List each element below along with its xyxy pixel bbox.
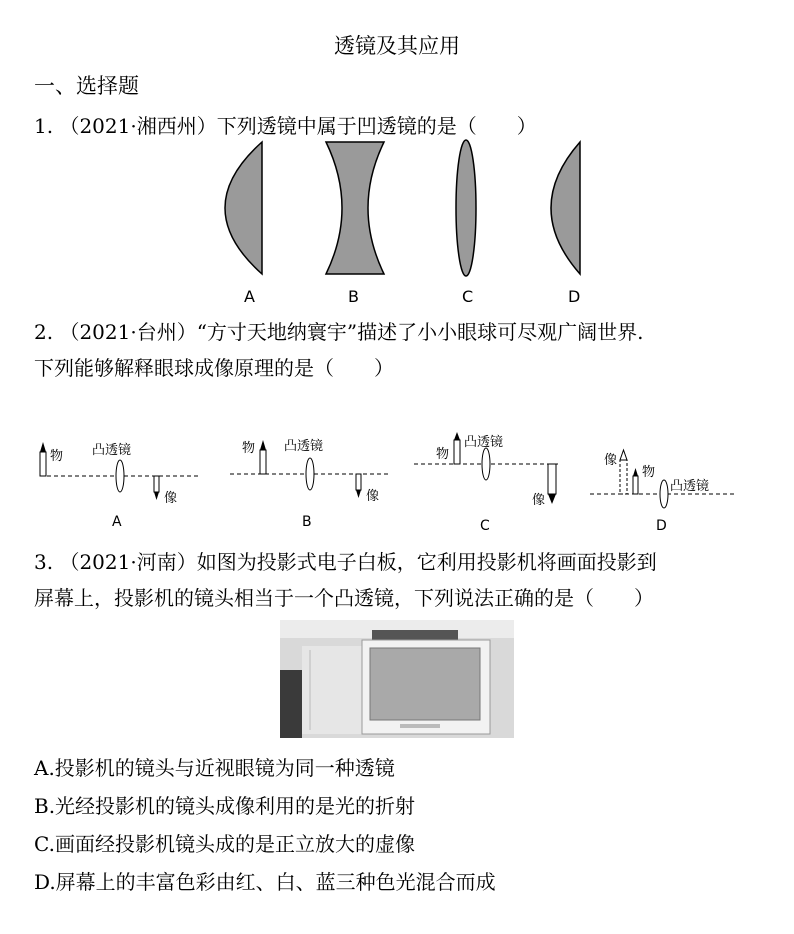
question-2-line2: 下列能够解释眼球成像原理的是（ ） — [34, 356, 394, 380]
lens-b-shape — [326, 142, 384, 274]
page-title: 透镜及其应用 — [334, 34, 460, 58]
diagram-d — [590, 450, 736, 534]
diagram-a — [40, 442, 198, 530]
lens-figure — [200, 138, 620, 308]
lens-a-label: A — [244, 287, 255, 306]
diagram-d-lens: 凸透镜 — [670, 479, 710, 494]
lens-a-shape — [225, 142, 262, 274]
diagram-d-image: 像 — [604, 453, 618, 468]
option-b: B.光经投影机的镜头成像利用的是光的折射 — [34, 794, 416, 818]
diagram-b-image: 像 — [366, 489, 380, 504]
diagram-d-label: D — [656, 518, 667, 534]
diagram-b-lens: 凸透镜 — [284, 439, 324, 454]
diagram-c-obj: 物 — [436, 447, 450, 462]
diagram-a-lens: 凸透镜 — [92, 443, 132, 458]
section-heading: 一、选择题 — [34, 74, 139, 98]
diagram-c-label: C — [480, 518, 490, 534]
diagram-b-label: B — [302, 514, 312, 530]
lens-d-shape — [551, 142, 580, 274]
lens-b-label: B — [348, 287, 359, 306]
diagram-c — [414, 432, 560, 534]
question-3-line1: 3. （2021·河南）如图为投影式电子白板，它利用投影机将画面投影到 — [34, 550, 657, 574]
option-c: C.画面经投影机镜头成的是正立放大的虚像 — [34, 832, 415, 856]
diagram-a-image: 像 — [164, 491, 178, 506]
diagram-d-obj: 物 — [642, 465, 656, 480]
question-2-line1: 2. （2021·台州）“方寸天地纳寰宇”描述了小小眼球可尽观广阔世界. — [34, 320, 644, 344]
question-3-line2: 屏幕上，投影机的镜头相当于一个凸透镜，下列说法正确的是（ ） — [34, 586, 654, 610]
diagram-c-image: 像 — [532, 493, 546, 508]
diagram-c-lens: 凸透镜 — [464, 435, 504, 450]
question-1-text: 1. （2021·湘西州）下列透镜中属于凹透镜的是（ ） — [34, 114, 537, 138]
diagram-a-obj: 物 — [50, 449, 64, 464]
diagram-a-label: A — [112, 514, 122, 530]
lens-c-shape — [456, 140, 476, 276]
diagram-b-obj: 物 — [242, 441, 256, 456]
lens-c-label: C — [462, 287, 474, 306]
lens-d-label: D — [568, 287, 581, 306]
diagram-b — [230, 438, 390, 530]
option-a: A.投影机的镜头与近视眼镜为同一种透镜 — [34, 756, 395, 780]
option-d: D.屏幕上的丰富色彩由红、白、蓝三种色光混合而成 — [34, 870, 496, 894]
eye-imaging-figure — [30, 430, 750, 540]
whiteboard-photo — [280, 620, 514, 738]
